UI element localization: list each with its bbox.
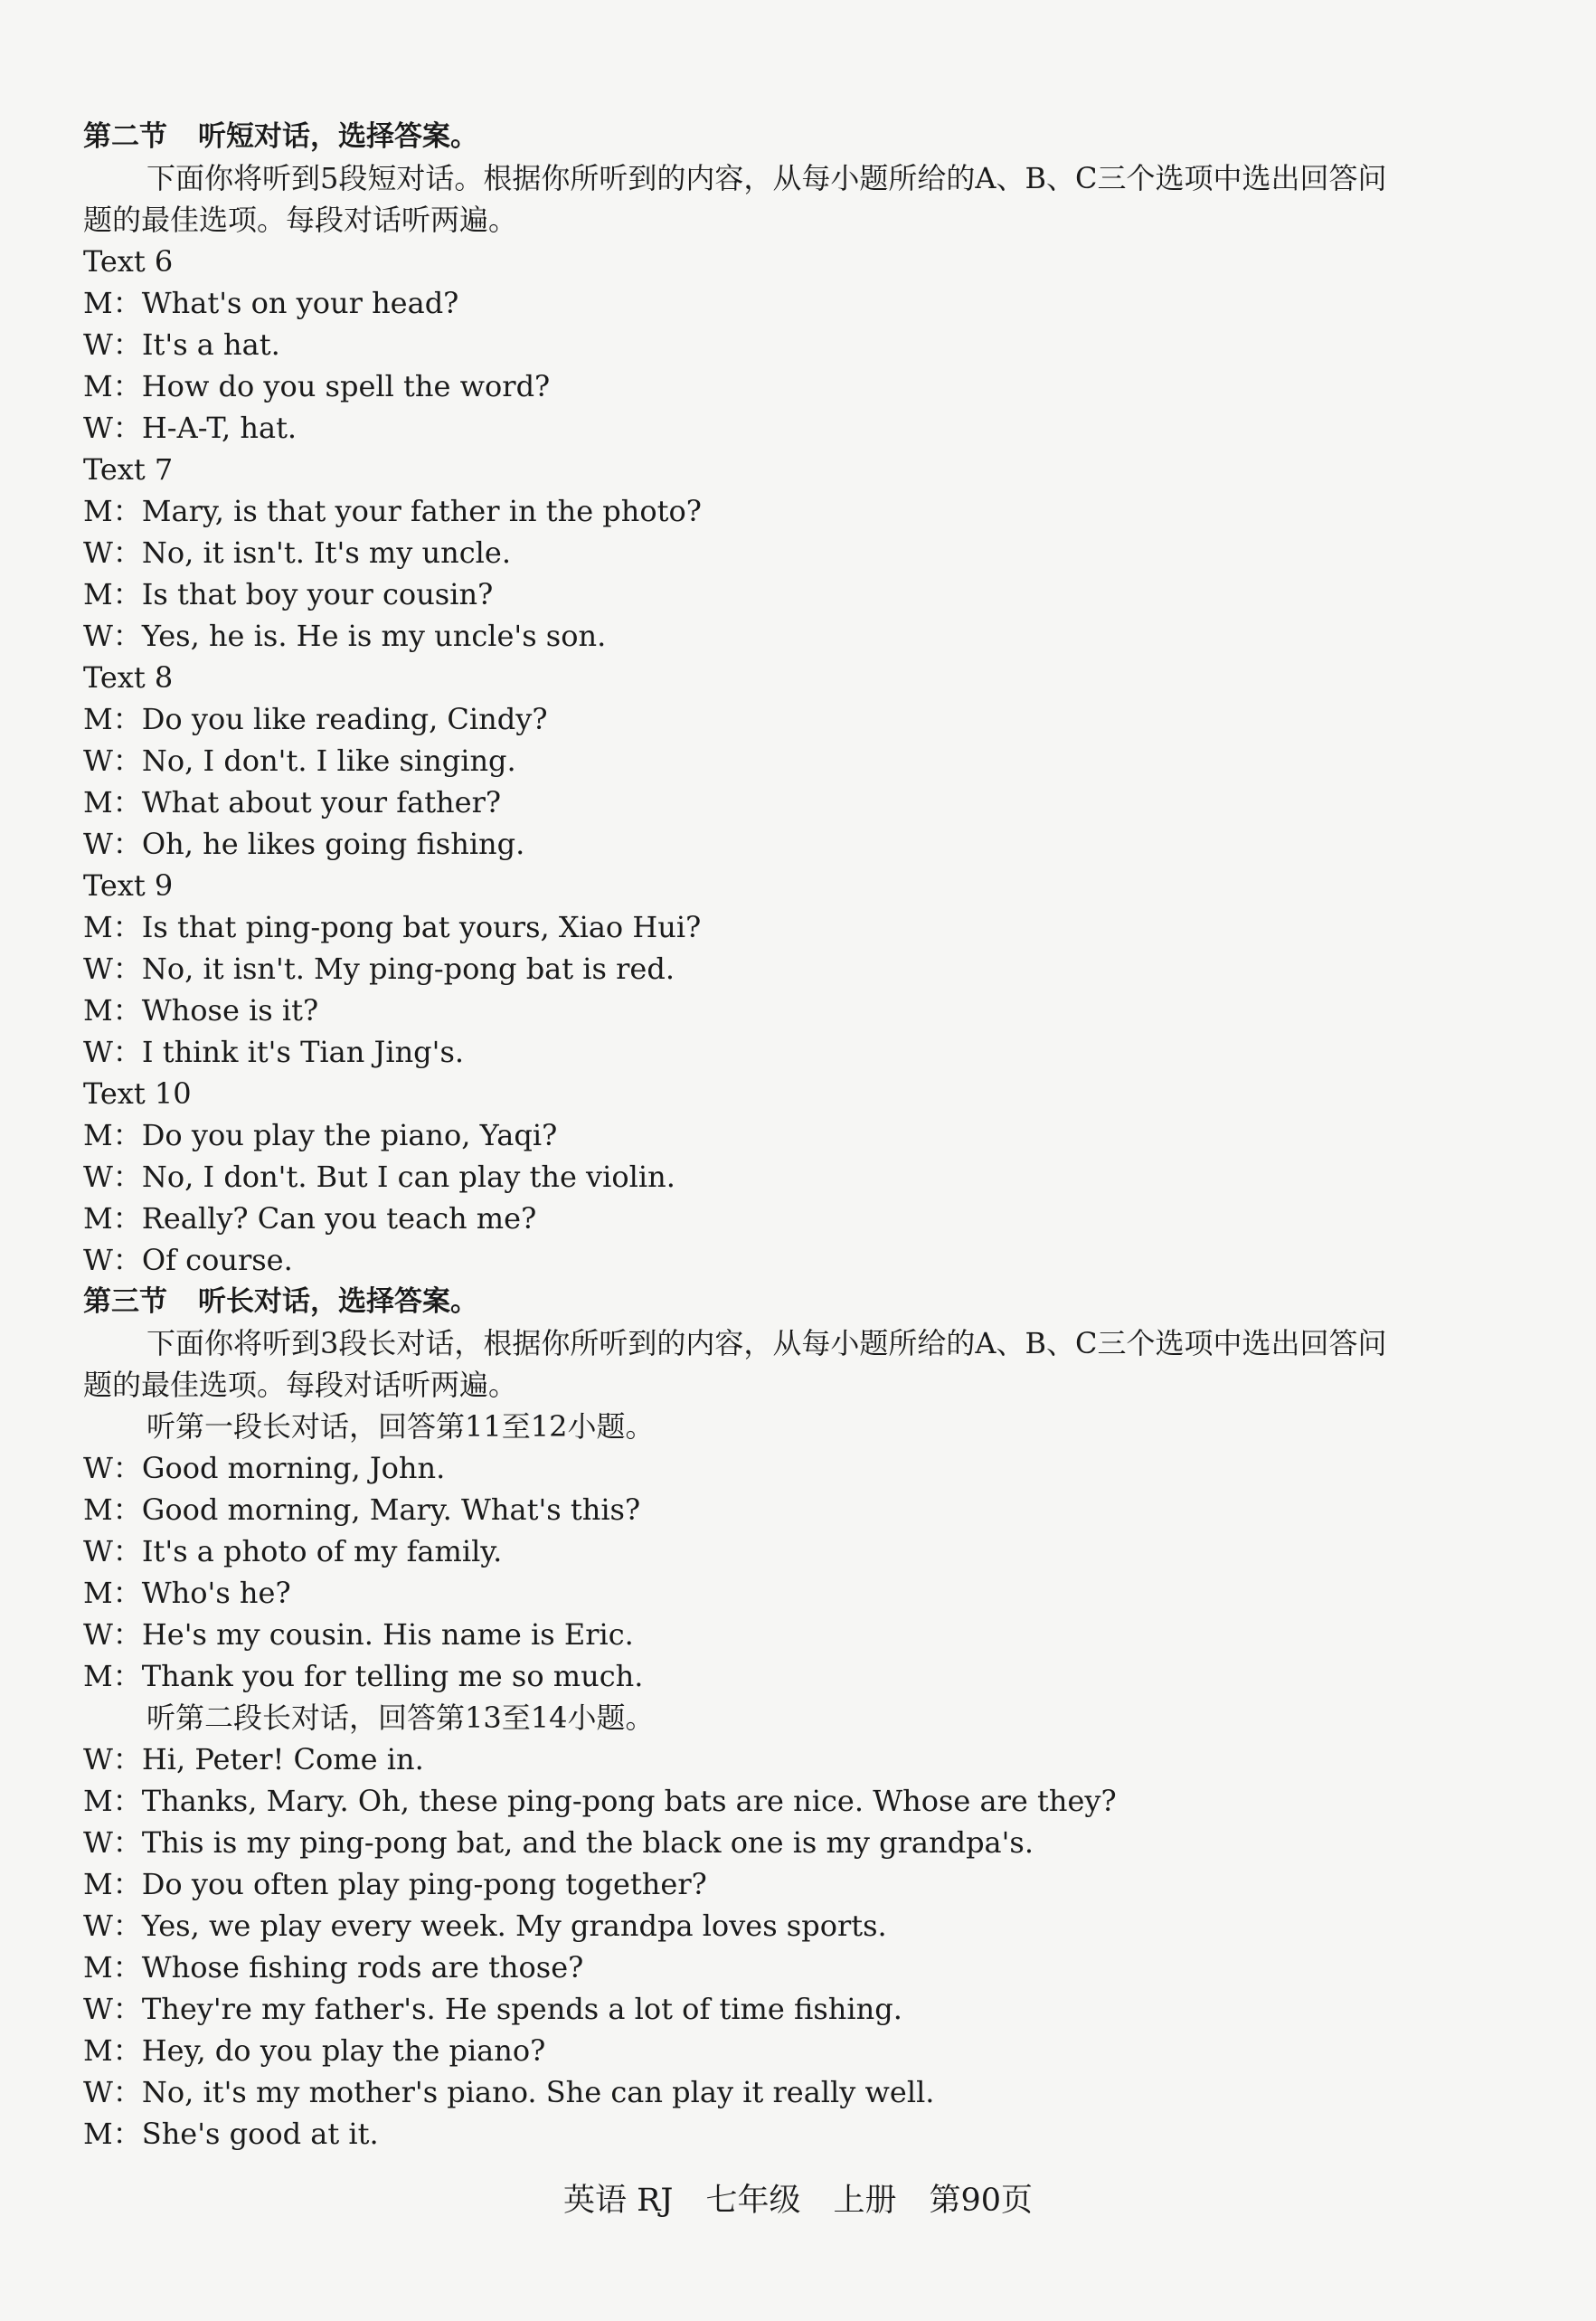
dialogue-line: W：No, it isn't. My ping-pong bat is red. xyxy=(83,952,675,986)
dialogue-line: M：What about your father? xyxy=(83,785,502,819)
dialogue-line: M：Mary, is that your father in the photo? xyxy=(83,494,702,528)
dialogue-line: W：This is my ping-pong bat, and the black one is my grandpa's. xyxy=(83,1825,1034,1860)
dialogue-line: W：Yes, we play every week. My grandpa loves sports. xyxy=(83,1909,887,1943)
dialogue-line: M：Really? Can you teach me? xyxy=(83,1201,537,1236)
dialogue-heading: 听第一段长对话，回答第11至12小题。 xyxy=(146,1409,655,1444)
section-title: 第二节 听短对话，选择答案。 xyxy=(83,120,478,153)
text-label: Text 9 xyxy=(83,868,174,903)
dialogue-line: W：I think it's Tian Jing's. xyxy=(83,1035,465,1069)
dialogue-line: W：Good morning, John. xyxy=(83,1451,446,1485)
dialogue-line: M：Who's he? xyxy=(83,1576,291,1610)
dialogue-line: M：What's on your head? xyxy=(83,286,459,320)
dialogue-line: W：No, it's my mother's piano. She can play it really well. xyxy=(83,2075,935,2109)
instruction-line: 题的最佳选项。每段对话听两遍。 xyxy=(83,203,518,237)
dialogue-line: M：Do you play the piano, Yaqi? xyxy=(83,1118,558,1152)
dialogue-line: M：Do you often play ping-pong together? xyxy=(83,1867,707,1901)
dialogue-line: M：Whose is it? xyxy=(83,993,319,1028)
dialogue-line: M：Hey, do you play the piano? xyxy=(83,2033,546,2068)
dialogue-line: W：He's my cousin. His name is Eric. xyxy=(83,1617,634,1652)
section-title: 第三节 听长对话，选择答案。 xyxy=(83,1285,478,1318)
dialogue-line: M：Good morning, Mary. What's this? xyxy=(83,1492,641,1527)
dialogue-line: M：Whose fishing rods are those? xyxy=(83,1950,584,1985)
footer-volume: 上册 xyxy=(833,2183,897,2219)
dialogue-line: M：Is that boy your cousin? xyxy=(83,577,494,611)
instruction-line: 题的最佳选项。每段对话听两遍。 xyxy=(83,1368,518,1402)
text-label: Text 6 xyxy=(83,244,174,279)
dialogue-line: M：How do you spell the word? xyxy=(83,369,551,403)
dialogue-line: W：It's a hat. xyxy=(83,327,280,362)
text-label: Text 7 xyxy=(83,452,174,487)
dialogue-line: W：H-A-T, hat. xyxy=(83,411,297,445)
footer-grade: 七年级 xyxy=(705,2183,801,2219)
dialogue-line: W：Hi, Peter! Come in. xyxy=(83,1742,424,1776)
dialogue-line: W：Yes, he is. He is my uncle's son. xyxy=(83,619,607,653)
dialogue-line: W：No, I don't. I like singing. xyxy=(83,744,516,778)
dialogue-line: W：It's a photo of my family. xyxy=(83,1534,503,1568)
dialogue-line: W：Of course. xyxy=(83,1243,293,1277)
dialogue-line: W：No, it isn't. It's my uncle. xyxy=(83,535,512,570)
text-label: Text 10 xyxy=(83,1076,192,1111)
dialogue-line: W：No, I don't. But I can play the violin. xyxy=(83,1160,675,1194)
footer-page-number: 第90页 xyxy=(929,2183,1034,2219)
text-label: Text 8 xyxy=(83,660,174,695)
instruction-line: 下面你将听到5段短对话。根据你所听到的内容，从每小题所给的A、B、C三个选项中选出回答问 xyxy=(146,161,1387,195)
dialogue-line: W：Oh, he likes going fishing. xyxy=(83,827,525,861)
dialogue-line: W：They're my father's. He spends a lot of time fishing. xyxy=(83,1992,902,2026)
dialogue-line: M：Do you like reading, Cindy? xyxy=(83,702,548,736)
footer-subject: 英语 RJ xyxy=(562,2183,674,2219)
dialogue-line: M：Thank you for telling me so much. xyxy=(83,1659,644,1693)
dialogue-heading: 听第二段长对话，回答第13至14小题。 xyxy=(146,1700,655,1735)
dialogue-line: M：Thanks, Mary. Oh, these ping-pong bats are nice. Whose are they? xyxy=(83,1784,1117,1818)
instruction-line: 下面你将听到3段长对话，根据你所听到的内容，从每小题所给的A、B、C三个选项中选出回答问 xyxy=(146,1326,1387,1360)
dialogue-line: M：Is that ping-pong bat yours, Xiao Hui? xyxy=(83,910,702,944)
dialogue-line: M：She's good at it. xyxy=(83,2117,379,2151)
page-footer xyxy=(0,2178,1596,2223)
